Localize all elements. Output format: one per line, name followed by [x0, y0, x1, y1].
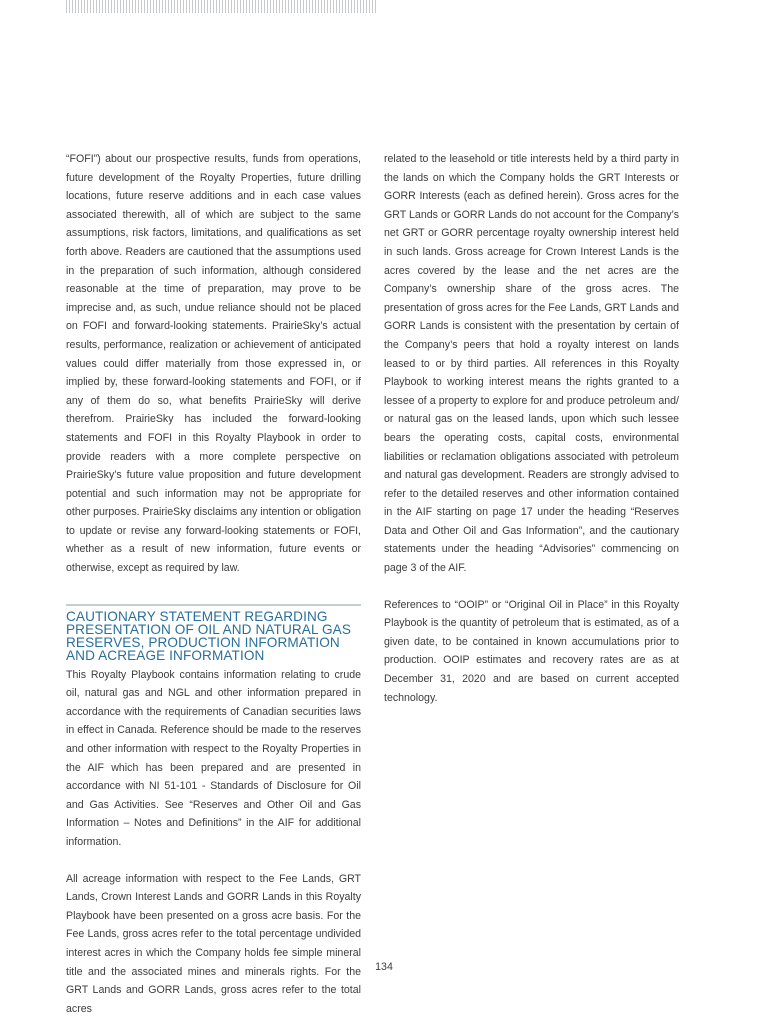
page-number: 134	[375, 961, 393, 973]
reserves-paragraph: This Royalty Playbook contains information relating to crude oil, natural gas and NGL and other information prepared in accordance with the requirements of Canadian securities laws in effect in Canada. Reference should be made to the reserves and other information with respect to the Royalty Properties in the AIF which has been prepared and are presented in accordance with NI 51-101 - Standards of Disclosure for Oil and Gas Activities. See “Reserves and Other Oil and Gas Information – Notes and Definitions” in the AIF for additional information.	[66, 668, 361, 848]
ooip-paragraph: References to “OOIP” or “Original Oil in Place” in this Royalty Playbook is the quantity of petroleum that is estimated, as of a given date, to be contained in known accumulations prior to production. OOIP estimates and recovery rates are as at December 31, 2020 and are based on current accepted technology.	[384, 598, 679, 704]
acreage-paragraph: All acreage information with respect to the Fee Lands, GRT Lands, Crown Interest Lands and GORR Lands in this Royalty Playbook have been presented on a gross acre basis. For the Fee Lands, gross acres refer to the total percentage undivided interest acres in which the Company holds fee simple mineral title and the associated mines and minerals rights. For the GRT Lands and GORR Lands, gross acres refer to the total acres	[66, 872, 361, 1015]
section-heading: CAUTIONARY STATEMENT REGARDING PRESENTATION OF OIL AND NATURAL GAS RESERVES, PRODUCTION INFORMATION AND ACREAGE INFORMATION	[66, 608, 351, 663]
fofi-paragraph: “FOFI”) about our prospective results, funds from operations, future development of the Royalty Properties, future drilling locations, future reserve additions and in each case values associated therewith, all of which are subject to the same assumptions, risk factors, limitations, and qualifications as set forth above. Readers are cautioned that the assumptions used in the preparation of such information, although considered reasonable at the time of preparation, may prove to be imprecise and, as such, undue reliance should not be placed on FOFI and forward-looking statements. PrairieSky’s actual results, performance, realization or achievement of anticipated values could differ materially from those expressed in, or implied by, these forward-looking statements and FOFI, or if any of them do so, what benefits PrairieSky will derive therefrom. PrairieSky has included the forward-looking statements and FOFI in this Royalty Playbook in order to provide readers with a more complete perspective on PrairieSky’s future value proposition and future development potential and such information may not be appropriate for other purposes. PrairieSky disclaims any intention or obligation to update or revise any forward-looking statements or FOFI, whether as a result of new information, future events or otherwise, except as required by law.	[66, 153, 362, 575]
right-column	[384, 150, 679, 707]
left-column	[66, 150, 361, 1018]
section-divider	[66, 604, 361, 606]
gross-acres-paragraph: related to the leasehold or title interests held by a third party in the lands on which the Company holds the GRT Interests or GORR Interests (each as defined herein). Gross acres for the GRT Lands or GORR Lands do not account for the Company’s net GRT or GORR percentage royalty ownership interest held in such lands. Gross acreage for Crown Interest Lands is the acres covered by the lease and the net acres are the Company’s ownership share of the gross acres. The presentation of gross acres for the Fee Lands, GRT Lands and GORR Lands is consistent with the presentation by certain of the Company’s peers that hold a royalty interest on lands leased to or by third parties. All references in this Royalty Playbook to working interest means the rights granted to a lessee of a property to explore for and produce petroleum and/ or natural gas on the leased lands, upon which such lessee bears the operating costs, capital costs, environmental liabilities or reclamation obligations associated with petroleum and natural gas development. Readers are strongly advised to refer to the detailed reserves and other information contained in the AIF starting on page 17 under the heading “Reserves Data and Other Oil and Gas Information”, and the cautionary statements under the heading “Advisories” commencing on page 3 of the AIF.	[384, 153, 679, 575]
header-decoration-stripe	[66, 0, 378, 13]
